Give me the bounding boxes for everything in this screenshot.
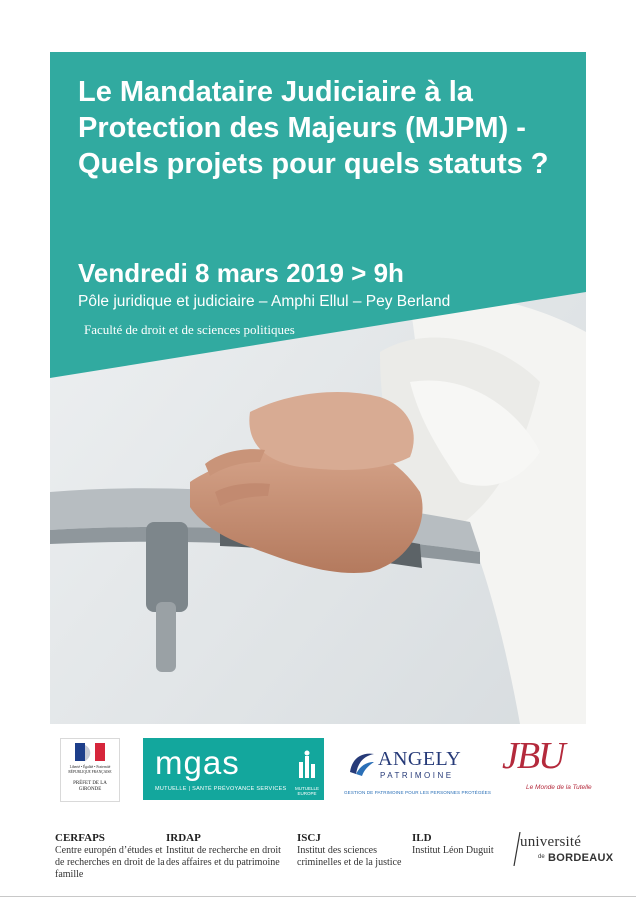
prefet-gironde-logo (60, 738, 120, 802)
partner-ild (412, 832, 512, 857)
jbu-tagline: Le Monde de la Tutelle (526, 784, 592, 791)
event-title: Le Mandataire Judiciaire à la Protection des Majeurs (MJPM) - Quels projets pour quels statuts ? (78, 76, 549, 180)
mgas-wordmark: mgas (155, 744, 240, 781)
partner-acronym: ISCJ (297, 832, 321, 844)
mgas-europe-label: MUTUELLE EUROPE (294, 786, 319, 796)
partner-irdap (166, 832, 292, 869)
faculty-name: Faculté de droit et de sciences politiques (84, 322, 295, 337)
jbu-wordmark: JBU (502, 735, 564, 777)
mutuelle-europe-icon (295, 750, 319, 780)
partner-acronym: ILD (412, 832, 432, 844)
ubx-wordmark: université (520, 834, 582, 850)
partner-description: Centre europén d’études et de recherches en droit de la famille (55, 845, 165, 880)
jbu-logo (492, 734, 618, 804)
angely-wordmark: ANGELY (378, 748, 462, 770)
partner-description: Institut des sciences criminelles et de la justice (297, 845, 402, 868)
prefet-motto: Liberté • Égalité • Fraternité (69, 765, 111, 769)
event-venue: Pôle juridique et judiciaire – Amphi Ellul – Pey Berland (78, 293, 451, 310)
mgas-logo (143, 738, 324, 800)
universite-bordeaux-logo (514, 832, 614, 872)
mgas-tagline: MUTUELLE | SANTÉ PRÉVOYANCE SERVICES (155, 786, 287, 792)
angely-subtitle: PATRIMOINE (380, 771, 454, 780)
angely-swoosh-icon (346, 746, 378, 778)
angely-tagline: GESTION DE PATRIMOINE POUR LES PERSONNES PROTÉGÉES (344, 790, 492, 795)
partner-acronym: CERFAPS (55, 832, 105, 844)
ubx-de: de (538, 854, 545, 860)
prefet-republic: RÉPUBLIQUE FRANÇAISE (68, 770, 112, 774)
partner-description: Institut Léon Duguit (412, 845, 494, 856)
ubx-city: BORDEAUX (548, 852, 614, 864)
angely-patrimoine-logo (344, 744, 492, 804)
partner-acronym: IRDAP (166, 832, 201, 844)
poster-visual (50, 52, 586, 724)
prefet-name: PRÉFET DE LA GIRONDE (73, 781, 107, 792)
partner-description: Institut de recherche en droit des affaires et du patrimoine (166, 845, 281, 868)
bottom-divider (0, 896, 636, 897)
partner-cerfaps (55, 832, 165, 881)
partner-iscj (297, 832, 409, 869)
event-date-time: Vendredi 8 mars 2019 > 9h (78, 258, 404, 288)
